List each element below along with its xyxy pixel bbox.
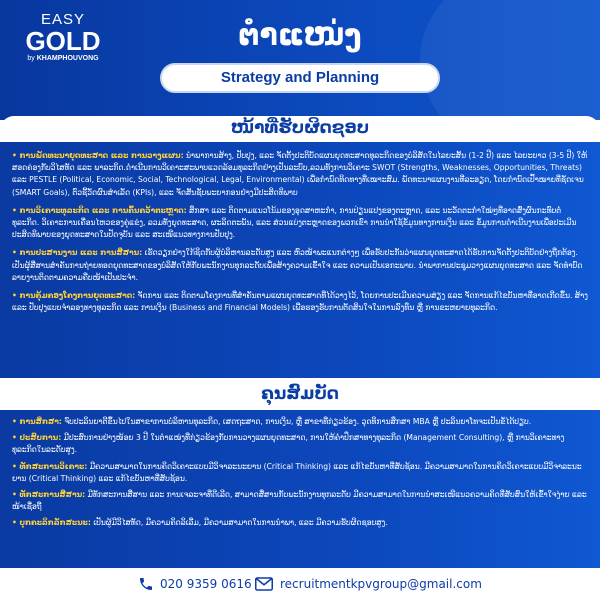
qualification-item	[12, 432, 588, 456]
bullet-icon: •	[12, 205, 20, 215]
item-text: ຈັດການ ແລະ ຕິດຕາມໂຄງການທີ່ສຳຄັນຕາມແຜນຍຸດທະສາດທີ່ໄດ້ວາງໄວ້, ໂດຍການປະເມີນຄວາມສ່ຽງ ແລະ ຈັດການແກ້ໄຂບັນຫາທີ່ອາດເກີດຂຶ້ນ. ສ້າງ ແລະ ປັບປຸງແບບຈຳລອງທາງທຸລະກິດ ແລະ ການເງິນ (Business and Financial Models) ເພື່ອຮອງຮັບການຕັດສິນໃຈໃນການລົງທຶນ ຫຼື ການຂະຫຍາຍທຸລະກິດ.	[12, 291, 588, 313]
responsibility-item	[12, 247, 588, 284]
bullet-icon: •	[12, 151, 20, 160]
responsibilities-heading: ໜ້າທີ່ຮັບຜິດຊອບ	[0, 116, 600, 142]
qualifications-section	[0, 410, 600, 568]
logo-brand: KHAMPHOUVONG	[36, 55, 99, 62]
responsibility-item	[12, 150, 588, 199]
header	[0, 0, 600, 120]
contact-bar	[0, 568, 600, 600]
item-text: ເປັນຜູ້ມີວິໄສທັດ, ມີຄວາມຄິດລິເລີ່ມ, ມີຄວາມສາມາດໃນການນຳພາ, ແລະ ມີຄວາມຮັບຜິດຊອບສູງ.	[90, 518, 388, 528]
logo-line-1: EASY	[40, 11, 86, 28]
bullet-icon: •	[12, 433, 20, 443]
email-address: recruitmentkpvgroup@gmail.com	[280, 577, 482, 591]
responsibility-item	[12, 205, 588, 242]
logo-line-2: GOLD	[25, 26, 101, 56]
bullet-icon: •	[12, 291, 20, 301]
bullet-icon: •	[12, 248, 20, 258]
contact-email[interactable]	[255, 568, 482, 600]
item-text: ນຳພາການສ້າງ, ປັບປຸງ, ແລະ ຈັດຕັ້ງປະຕິບັດແຜນຍຸດທະສາດທຸລະກິດຂອງບໍລິສັດໃນໄລຍະສັ້ນ (1-2 ປີ) ແລະ ໄລຍະຍາວ (3-5 ປີ) ໃຫ້ສອດຄ່ອງກັບວິໄສທັດ ແລະ ພາລະກິດ.ດຳເນີນການວິເຄາະສະພາບແວດລ້ອມທຸລະກິດຢ່າງເປັນລະບົບ,ລວມທັງການວິເຄາະ SWOT (Strengths, Weaknesses, Opportunities, Threats) ແລະ PESTLE (Political, Economic, Social, Technological, Legal, Environmental) ເພື່ອກຳນົດທິດທາງທີ່ເໝາະສົມ. ພັດທະນາແຜນງານທີ່ລະອຽດ, ໂດຍກຳນົດເປົ້າໝາຍທີ່ຊັດເຈນ (SMART Goals), ຕົວຊີ້ວັດຜົນສຳເລັດ (KPIs), ແລະ ຈັດສັນຊັບພະຍາກອນຢ່າງມີປະສິດທິພາບ	[12, 151, 588, 197]
item-text: ມີຄວາມສາມາດໃນການຄິດວິເຄາະແບບມີວິຈາລະນະຍານ (Critical Thinking) ແລະ ແກ້ໄຂບັນຫາທີ່ສັບຊ້ອນ. ມີຄວາມສາມາດໃນການຄິດວິເຄາະແບບມີວິຈາລະນະຍານ (Critical Thinking) ແລະ ແກ້ໄຂບັນຫາທີ່ສັບຊ້ອນ.	[12, 461, 582, 483]
logo-byline	[20, 54, 106, 64]
item-text: ຈົບປະລິນຍາຕີຂຶ້ນໄປໃນສາຂາການບໍລິຫານທຸລະກິດ, ເສດຖະສາດ, ການເງິນ, ຫຼື ສາຂາທີ່ກ່ຽວຂ້ອງ. ວຸດທິການສຶກສາ MBA ຫຼື ປະລິນຍາໂທຈະເປັນຂໍ້ໄດ້ປຽບ.	[61, 417, 532, 426]
qualification-item	[12, 517, 588, 529]
item-heading: ການປະສານງານ ແລະ ການສື່ສານ:	[19, 248, 143, 258]
bullet-icon: •	[12, 518, 20, 528]
responsibility-item	[12, 290, 588, 314]
item-heading: ທັກສະການສື່ສານ:	[19, 490, 86, 500]
qualifications-heading: ຄຸນສົມບັດ	[0, 378, 600, 410]
job-title: Strategy and Planning	[160, 63, 440, 93]
phone-icon	[138, 576, 154, 592]
item-text: ມີທັກສະການສື່ສານ ແລະ ການເຈລະຈາທີ່ດີເລີດ, ສາມາດສື່ສານກັບພະນັກງານທຸກລະດັບ ມີຄວາມສາມາດໃນການນຳສະເໜີແນວຄວາມຄິດທີ່ສັບສົນໃຫ້ເຂົ້າໃຈງ່າຍ ແລະ ໜ້າເຊື່ອຖື	[12, 490, 587, 512]
qualification-item	[12, 461, 588, 485]
company-logo	[20, 12, 106, 64]
item-text: ສຶກສາ ແລະ ຕິດຕາມແນວໂນ້ມຂອງອຸດສາຫະກຳ, ການປ່ຽນແປງຂອງຕະຫຼາດ, ແລະ ນະວັດຕະກຳໃໝ່ໆທີ່ອາດສົ່ງຜົນກະທົບຕໍ່ທຸລະກິດ. ວິເຄາະການເຄື່ອນໄຫວຂອງຄູ່ແຂ່ງ, ລວມທັງຍຸດທະສາດ, ຜະລິດຕະພັນ, ແລະ ສ່ວນແບ່ງຕະຫຼາດຂອງພວກເຂົາ ການນຳໃຊ້ຂໍ້ມູນທາງການເງິນ ແລະ ຂໍ້ມູນການດຳເນີນງານເພື່ອປະເມີນປະສິດທິພາບຂອງຍຸດທະສາດໃນປັດຈຸບັນ ແລະ ສະເໜີແນວທາງການປັບປຸງ.	[12, 205, 577, 240]
item-heading: ການສຶກສາ:	[19, 417, 62, 426]
item-heading: ການວິເຄາະທຸລະກິດ ແລະ ການຄົ້ນຄວ້າຕະຫຼາດ:	[19, 205, 187, 215]
item-text: ເຮັດວຽກຢ່າງໃກ້ຊິດກັບຜູ້ບໍລິຫານລະດັບສູງ ແລະ ຫົວໜ້າພະແນກຕ່າງໆ ເພື່ອຮັບປະກັນວ່າແຜນຍຸດທະສາດໄດ້ຮັບການຈັດຕັ້ງປະຕິບັດຢ່າງຖືກຕ້ອງ. ເປັນຜູ້ສື່ສານສຳຄັນການຖ່າຍທອດຍຸດທະສາດຂອງບໍລິສັດໃຫ້ກັບພະນັກງານທຸກລະດັບເພື່ອສ້າງຄວາມເຂົ້າໃຈ ແລະ ຄວາມເປັນເອກະພາບ. ນຳພາການປະຊຸມວາງແຜນຍຸດທະສາດ ແລະ ຈັດທຳບົດລາຍງານຕິດຕາມຄວາມຄືບໜ້າເປັນປະຈຳ.	[12, 248, 583, 282]
bullet-icon: •	[12, 417, 20, 426]
responsibilities-section	[0, 142, 600, 378]
item-text: ມີປະສົບການຢ່າງໜ້ອຍ 3 ປີ ໃນຕຳແໜ່ງທີ່ກ່ຽວຂ້ອງກັບການວາງແຜນຍຸດທະສາດ, ການໃຫ້ຄຳປຶກສາທາງທຸລະກິດ (Management Consulting), ຫຼື ການວິເຄາະທາງທຸລະກິດໃນລະດັບສູງ.	[12, 433, 565, 455]
item-heading: ບຸກຄະລິກລັກສະນະ:	[19, 518, 91, 528]
qualification-item	[12, 489, 588, 513]
bullet-icon: •	[12, 490, 20, 500]
item-heading: ປະສົບການ:	[19, 433, 62, 443]
item-heading: ການພັດທະນາຍຸດທະສາດ ແລະ ການວາງແຜນ:	[19, 151, 184, 160]
qualification-item	[12, 416, 588, 428]
position-label: ຕຳແໜ່ງ	[238, 18, 362, 53]
item-heading: ການຄຸ້ມຄອງໂຄງການຍຸດທະສາດ:	[19, 291, 136, 301]
item-heading: ທັກສະການວິເຄາະ:	[19, 461, 88, 471]
email-icon	[255, 577, 273, 591]
bullet-icon: •	[12, 461, 20, 471]
contact-phone[interactable]	[138, 568, 252, 600]
phone-number: 020 9359 0616	[160, 577, 252, 591]
logo-by: by	[27, 55, 37, 62]
